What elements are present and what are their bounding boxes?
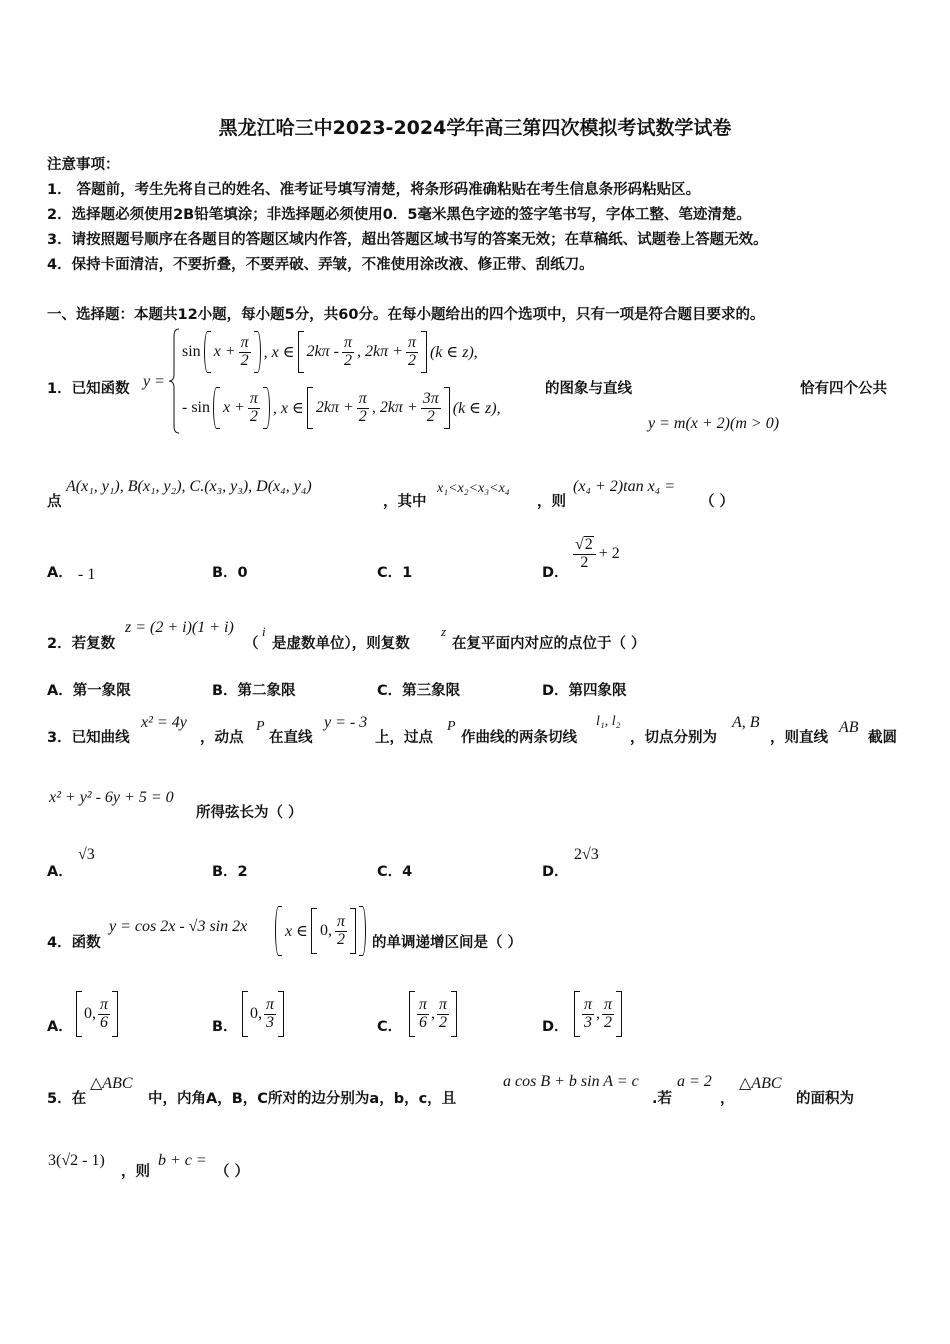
q4-b-den: 3 — [266, 1013, 274, 1031]
q4-c-num2: π — [439, 995, 448, 1013]
q3-text-1: ，动点 — [200, 730, 244, 746]
q1-answer-paren: （ ） — [700, 494, 735, 510]
q4-a-zero: 0, — [84, 1005, 96, 1022]
q3-text-3: 上，过点 — [375, 730, 433, 746]
q4-option-d-label[interactable]: D． — [542, 1019, 569, 1035]
q1-r1-frac2-num: π — [344, 333, 353, 351]
q3-curve: x² = 4y — [141, 714, 187, 731]
q1-r1-2kpi-minus: 2kπ - — [306, 343, 339, 360]
q4-d-den1: 3 — [584, 1013, 592, 1031]
q1-tail-text: 恰有四个公共 — [800, 381, 887, 397]
q1-r2-xin: , x ∈ — [272, 400, 304, 417]
q4-domain-den: 2 — [336, 930, 345, 948]
q4-bracket-l — [311, 908, 317, 954]
q4-option-d-value — [574, 990, 622, 1038]
q1-line-equation: y = m(x + 2)(m > 0) — [648, 415, 780, 432]
q1-r2-paren-l — [213, 387, 220, 429]
q1-r1-2kpi-plus: , 2kπ + — [357, 343, 403, 360]
q4-domain-a: 0, — [319, 922, 332, 939]
q1-r2-k: (k ∈ z), — [452, 400, 501, 417]
q4-b-num: π — [266, 995, 275, 1013]
q4-d-bracket-r — [616, 991, 622, 1037]
q1-r1-frac2 — [342, 335, 354, 370]
q1-yeq: y = — [143, 373, 165, 390]
q4-domain-num: π — [336, 912, 345, 930]
q1-r1-frac3-num: π — [407, 333, 416, 351]
q2-option-a[interactable]: A．第一象限 — [47, 683, 131, 699]
q1-r2-frac-den: 2 — [249, 407, 258, 425]
q3-text-5: ，切点分别为 — [630, 730, 717, 746]
q2-expression: z = (2 + i)(1 + i) — [125, 619, 234, 636]
q1-r2-2kpi-plus2: , 2kπ + — [371, 399, 418, 416]
q3-text-6: ，则直线 — [770, 730, 828, 746]
q4-paren-r — [359, 906, 366, 956]
q4-domain-pre: x ∈ — [285, 923, 308, 940]
notice-item-4: 4．保持卡面清洁，不要折叠，不要弄破、弄皱，不准使用涂改液、修正带、刮纸刀。 — [47, 257, 594, 273]
q4-c-bracket-r — [451, 991, 457, 1037]
q1-r2-paren-r — [263, 387, 270, 429]
q1-line2-prefix: 点 — [47, 494, 62, 510]
q1-r2-frac2 — [357, 391, 369, 426]
q3-tangent-points: A, B — [732, 714, 760, 731]
q2-z: z — [441, 624, 447, 639]
q1-r1-bracket-r — [421, 331, 427, 373]
q3-text-7: 截圆 — [868, 730, 897, 746]
q4-b-zero: 0, — [250, 1005, 262, 1022]
q4-a-bracket-l — [76, 991, 82, 1037]
q4-c-den2: 2 — [439, 1013, 448, 1031]
q3-option-a-label[interactable]: A． — [47, 864, 73, 880]
q1-r2-sin: - sin — [182, 399, 210, 416]
q3-point-p: P — [256, 719, 265, 734]
q1-option-a-label[interactable]: A． — [47, 565, 73, 581]
q4-b-bracket-r — [278, 991, 284, 1037]
q3-point-p-2: P — [447, 719, 456, 734]
q1-r1-paren-l — [204, 331, 211, 373]
q1-r2-frac — [248, 391, 260, 426]
q4-d-comma: , — [596, 1005, 601, 1022]
q3-option-c[interactable]: C．4 — [377, 864, 413, 880]
q4-b-frac — [264, 997, 276, 1032]
q1-r2-frac3-num: 3π — [422, 389, 439, 407]
q3-option-d-value: 2√3 — [574, 846, 599, 863]
q1-option-d-label[interactable]: D． — [542, 565, 569, 581]
q4-option-a-value — [76, 990, 118, 1038]
q1-r1-xin: , x ∈ — [263, 344, 295, 361]
q3-option-d-label[interactable]: D． — [542, 864, 569, 880]
q1-option-d-frac — [573, 536, 596, 572]
q1-order: x₁<x₂<x₃<x₄ — [437, 481, 510, 496]
q1-r2-bracket-r — [444, 387, 450, 429]
q1-r1-frac2-den: 2 — [344, 351, 352, 369]
q1-r2-bracket-l — [307, 387, 313, 429]
q4-option-b-value — [242, 990, 284, 1038]
q4-a-bracket-r — [112, 991, 118, 1037]
q1-piece-1 — [182, 330, 478, 374]
q1-r2-frac3 — [421, 391, 441, 426]
q1-r1-frac-num: π — [240, 333, 249, 351]
q1-r2-frac2-den: 2 — [358, 407, 367, 425]
q1-then: ，则 — [537, 494, 566, 510]
q5-text-1: 中，内角A，B，C所对的边分别为a，b，c，且 — [148, 1091, 457, 1107]
q5-b-plus-c: b + c = — [158, 1152, 207, 1169]
q2-text-2: 在复平面内对应的点位于（ ） — [452, 636, 646, 652]
q1-r1-paren-r — [254, 331, 261, 373]
q1-option-d-value — [573, 536, 620, 572]
q1-option-d-den: 2 — [580, 553, 589, 571]
q4-option-b-label[interactable]: B． — [212, 1019, 238, 1035]
notice-item-1: 1． 答题前，考生先将自己的姓名、准考证号填写清楚，将条形码准确粘贴在考生信息条形码粘贴区。 — [47, 182, 701, 198]
q3-option-a-value: √3 — [78, 846, 95, 863]
q2-i: i — [262, 624, 266, 639]
q1-r1-frac3-den: 2 — [407, 351, 416, 369]
q1-option-d-plus: + 2 — [598, 544, 620, 562]
q5-triangle-2: △ABC — [739, 1075, 782, 1092]
q4-d-num1: π — [584, 995, 593, 1013]
q2-text-1: 是虚数单位），则复数 — [272, 636, 410, 652]
q4-a-den: 6 — [100, 1013, 108, 1031]
q1-r2-frac-num: π — [249, 389, 258, 407]
q2-paren-open: （ — [244, 636, 259, 652]
q4-c-comma: , — [431, 1005, 436, 1022]
q3-text-4: 作曲线的两条切线 — [461, 730, 577, 746]
q1-option-d-sqrt: 2 — [584, 536, 593, 553]
q4-d-frac1 — [582, 997, 594, 1032]
q1-lead: 1．已知函数 — [47, 381, 130, 397]
q4-d-frac2 — [602, 997, 614, 1032]
q1-r1-bracket-l — [298, 331, 304, 373]
q5-answer-paren: （ ） — [215, 1164, 250, 1180]
section-heading: 一、选择题：本题共12小题，每小题5分，共60分。在每小题给出的四个选项中，只有一项是符合题目要求的。 — [47, 307, 765, 323]
q5-lead: 5．在 — [47, 1091, 87, 1107]
q4-lead: 4．函数 — [47, 935, 101, 951]
exam-title: 黑龙江哈三中2023-2024学年高三第四次模拟考试数学试卷 — [218, 117, 732, 139]
q4-d-bracket-l — [574, 991, 580, 1037]
q1-option-b[interactable]: B．0 — [212, 565, 248, 581]
q3-text-8: 所得弦长为（ ） — [196, 805, 303, 821]
notice-item-3: 3．请按照题号顺序在各题目的答题区域内作答，超出答题区域书写的答案无效；在草稿纸、试题卷上答题无效。 — [47, 232, 768, 248]
q4-c-frac2 — [437, 997, 449, 1032]
q1-option-c[interactable]: C．1 — [377, 565, 413, 581]
q1-piece-2 — [182, 386, 501, 430]
q3-tangents: l₁, l₂ — [596, 714, 621, 729]
q4-c-frac1 — [417, 997, 429, 1032]
q4-a-num: π — [100, 995, 109, 1013]
q2-lead: 2．若复数 — [47, 636, 116, 652]
q1-where: ，其中 — [383, 494, 427, 510]
q1-r2-2kpi-plus: 2kπ + — [315, 399, 354, 416]
q5-text-5: ，则 — [121, 1164, 150, 1180]
q1-expression: (x₄ + 2)tan x₄ = — [573, 478, 676, 495]
q4-d-den2: 2 — [604, 1013, 613, 1031]
q2-option-b[interactable]: B．第二象限 — [212, 683, 296, 699]
q4-tail: 的单调递增区间是（ ） — [372, 935, 523, 951]
q3-line-ab: AB — [839, 719, 859, 736]
q1-r2-frac3-den: 2 — [426, 407, 435, 425]
q1-r1-frac-den: 2 — [240, 351, 249, 369]
q5-a-value: a = 2 — [677, 1073, 712, 1090]
q1-option-d-num: √2 — [573, 536, 596, 555]
q4-paren-l — [275, 906, 282, 956]
q4-domain-frac — [335, 914, 347, 949]
q5-text-2: .若 — [652, 1091, 673, 1107]
q4-a-frac — [98, 997, 110, 1032]
q1-r2-xplus: x + — [223, 399, 245, 416]
q2-option-d[interactable]: D．第四象限 — [542, 683, 627, 699]
q1-r2-frac2-num: π — [358, 389, 367, 407]
q4-option-a-label[interactable]: A． — [47, 1019, 73, 1035]
q1-r1-k: (k ∈ z), — [429, 344, 478, 361]
q4-c-bracket-l — [409, 991, 415, 1037]
q4-c-num1: π — [419, 995, 428, 1013]
q1-points: A(x₁, y₁), B(x₁, y₂), C.(x₃, y₃), D(x₄, y₄) — [66, 478, 312, 495]
q5-equation: a cos B + b sin A = c — [503, 1073, 639, 1090]
notice-item-2: 2．选择题必须使用2B铅笔填涂；非选择题必须使用0．5毫米黑色字迹的签字笔书写，字体工整、笔迹清楚。 — [47, 207, 751, 223]
q1-mid-text: 的图象与直线 — [545, 381, 632, 397]
q5-text-4: 的面积为 — [796, 1091, 854, 1107]
q1-r1-frac — [239, 335, 251, 370]
q3-option-b[interactable]: B．2 — [212, 864, 248, 880]
q1-r1-frac3 — [406, 335, 418, 370]
q4-option-c-label[interactable]: C． — [377, 1019, 403, 1035]
q4-c-den1: 6 — [419, 1013, 427, 1031]
q4-d-num2: π — [604, 995, 613, 1013]
notice-heading: 注意事项： — [47, 157, 120, 173]
q4-expression: y = cos 2x - √3 sin 2x — [109, 918, 248, 935]
q4-bracket-r — [350, 908, 356, 954]
q2-option-c[interactable]: C．第三象限 — [377, 683, 461, 699]
q4-option-c-value — [409, 990, 457, 1038]
q5-text-3: ， — [720, 1091, 735, 1107]
q5-area: 3(√2 - 1) — [48, 1152, 105, 1169]
q3-circle: x² + y² - 6y + 5 = 0 — [49, 789, 174, 806]
q1-piecewise-brace — [168, 328, 180, 434]
q4-b-bracket-l — [242, 991, 248, 1037]
q1-r1-sin: sin — [182, 343, 201, 360]
q5-triangle: △ABC — [90, 1075, 133, 1092]
q1-option-a-value: - 1 — [78, 566, 96, 583]
q1-r1-xplus: x + — [213, 343, 236, 360]
q3-line: y = - 3 — [324, 714, 368, 731]
q3-lead: 3．已知曲线 — [47, 730, 130, 746]
q3-text-2: 在直线 — [269, 730, 313, 746]
q4-domain — [275, 905, 366, 957]
